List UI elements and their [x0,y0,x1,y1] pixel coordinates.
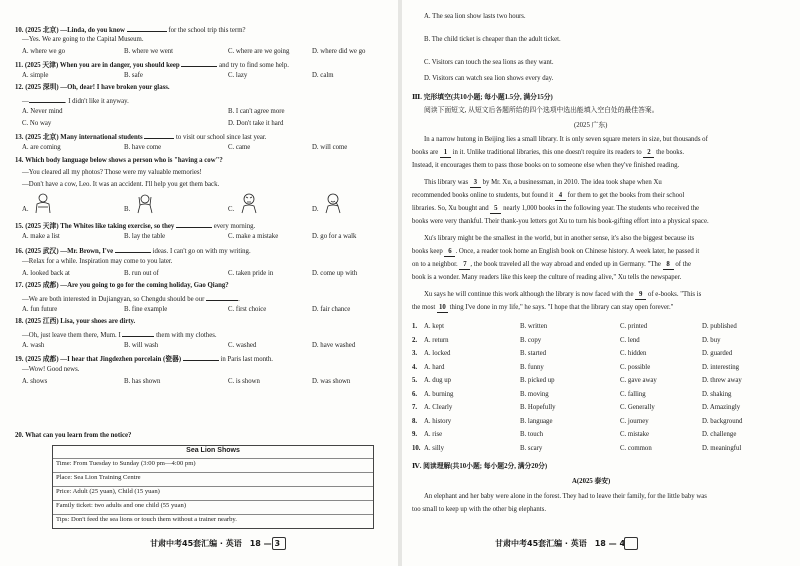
q12-option-d[interactable]: D. Don't take it hard [228,120,284,127]
cloze-option-a[interactable]: A. return [424,336,449,344]
cloze-option-a[interactable]: A. rise [424,431,443,438]
section3-intro: 阅读下面短文, 从短文后各题所给的四个选项中选出能填入空白处的最佳答案。 [424,107,659,114]
cloze-option-a[interactable]: A. history [424,417,452,425]
cloze-p4-l2: the most 10 thing I've done in my life," he says. "I hope that the library can stay open forever." [412,304,674,311]
q17-option-c[interactable]: C. first choice [228,306,267,313]
section4-source: A(2025 泰安) [572,478,611,485]
q20-option-b[interactable]: B. The child ticket is cheaper than the adult ticket. [424,36,561,43]
cloze-item-number: 1. [412,323,418,330]
q16-option-b[interactable]: B. run out of [124,270,159,277]
q12-option-c[interactable]: C. No way [22,120,52,127]
cloze-item-number: 2. [412,336,418,344]
section3-heading: Ⅲ. 完形填空(共10小题; 每小题1.5分, 满分15分) [412,94,553,101]
cloze-option-d[interactable]: D. buy [702,336,721,344]
q12-stem: 12. (2025 深圳) —Oh, dear! I have broken your glass. [15,84,170,91]
q11-stem: 11. (2025 天津) When you are in danger, you should keep and try to find some help. [15,59,289,70]
cloze-option-a[interactable]: A. locked [424,350,451,357]
left-page [0,0,398,566]
angry-person-icon [238,192,260,214]
cloze-p3-l4: book is a wonder. Many readers like this keep the culture of reading alive," Xu tells the newspaper. [412,274,682,281]
q19-option-d[interactable]: D. was shown [312,378,351,385]
cloze-option-b[interactable]: B. funny [520,363,544,371]
q14-option-b[interactable]: B. [124,206,131,213]
q14-option-c[interactable]: C. [228,206,235,213]
cloze-option-b[interactable]: B. copy [520,336,542,344]
cloze-p1-l2: books are 1 in it. Unlike traditional libraries, this one doesn't require its readers to 2 the books. [412,149,685,156]
notice-row-tips: Tips: Don't feed the sea lions or touch them without a trainer nearby. [53,514,373,524]
cloze-option-a[interactable]: A. dug up [424,377,451,384]
cloze-p2-l2: recommended books online to students, but found it 4 for them to get the books from their school [412,192,685,199]
q17-option-b[interactable]: B. fine example [124,306,168,313]
sea-lion-notice [52,445,374,529]
cloze-item-number: 10. [412,444,421,452]
cloze-option-c[interactable]: C. journey [620,417,649,425]
page-footer-left: 甘肃中考45套汇编 · 英语 18 — 3 [150,539,281,548]
q11-option-b[interactable]: B. safe [124,72,143,79]
q14-line3: —Don't have a cow, Leo. It was an accident. I'll help you get them back. [22,181,220,188]
q13-option-a[interactable]: A. are coming [22,144,61,151]
cloze-item-number: 6. [412,390,418,398]
q14-stem: 14. Which body language below shows a person who is "having a cow"? [15,157,223,164]
cloze-option-c[interactable]: C. falling [620,390,646,398]
cloze-option-d[interactable]: D. threw away [702,377,742,384]
cloze-p1-l3: Instead, it encourages them to pass those books on to someone else when they've finished reading. [412,162,680,169]
cloze-option-b[interactable]: B. moving [520,390,549,398]
q16-line2: —Relax for a while. Inspiration may come to you later. [22,258,173,265]
cloze-option-c[interactable]: C. lend [620,336,640,344]
cloze-p2-l4: books were very thankful. Their thank-you letters got Xu to turn his book-gifting effort into a physical space. [412,218,709,225]
cloze-p2-l1: This library was 3 by Mr. Xu, a businessman, in 2010. The idea took shape when Xu [424,179,662,186]
q11-option-a[interactable]: A. simple [22,72,49,79]
cloze-option-d[interactable]: D. guarded [702,350,733,357]
q10-stem: 10. (2025 北京) —Linda, do you know for the school trip this term? [15,24,246,35]
head-hold-person-icon [134,192,156,214]
q20-option-c[interactable]: C. Visitors can touch the sea lions as they want. [424,59,554,66]
thinking-person-icon [322,192,344,214]
cloze-option-d[interactable]: D. interesting [702,363,739,371]
cloze-option-c[interactable]: C. common [620,444,652,452]
q18-option-b[interactable]: B. will wash [124,342,159,349]
q20-stem: 20. What can you learn from the notice? [15,432,132,439]
q15-option-b[interactable]: B. lay the table [124,233,166,240]
cloze-p2-l3: libraries. So, Xu bought and 5 nearly 1,000 books in the following year. The students who received the [412,205,700,212]
q13-option-c[interactable]: C. came [228,144,251,151]
cloze-item-number: 4. [412,363,418,371]
cloze-p3-l2: books keep 6 . Once, a reader took home an English book on Chinese history. A week later, he passed it [412,248,700,255]
q10-option-d[interactable]: D. where did we go [312,48,366,55]
q15-option-c[interactable]: C. make a mistake [228,233,279,240]
q19-option-a[interactable]: A. shows [22,378,48,385]
cloze-option-b[interactable]: B. written [520,323,548,330]
cloze-option-d[interactable]: D. challenge [702,431,737,438]
q20-option-a[interactable]: A. The sea lion show lasts two hours. [424,13,526,20]
q12-option-a[interactable]: A. Never mind [22,108,63,115]
arms-crossed-person-icon [32,192,54,214]
q11-option-c[interactable]: C. lazy [228,72,248,79]
q18-option-c[interactable]: C. washed [228,342,257,349]
cloze-option-c[interactable]: C. possible [620,363,651,371]
cloze-option-c[interactable]: C. Generally [620,404,655,411]
q14-line2: —You cleared all my photos? Those were my valuable memories! [22,169,202,176]
q16-option-a[interactable]: A. looked back at [22,270,70,277]
passage-a-l1: An elephant and her baby were alone in the forest. They had to leave their family, for the little baby was [424,493,707,500]
q13-option-d[interactable]: D. will come [312,144,348,151]
cloze-option-c[interactable]: C. mistake [620,431,650,438]
q18-option-a[interactable]: A. wash [22,342,45,349]
q12-option-b[interactable]: B. I can't agree more [228,108,285,115]
cloze-option-b[interactable]: B. touch [520,431,544,438]
section3-source: (2025 广东) [574,122,608,129]
cloze-option-d[interactable]: D. background [702,417,743,425]
q16-option-c[interactable]: C. taken pride in [228,270,274,277]
cloze-item-number: 3. [412,350,418,357]
q11-option-d[interactable]: D. calm [312,72,334,79]
cloze-p1-l1: In a narrow hutong in Beijing lies a small library. It is only seven square meters in size, but thousands of [424,136,708,143]
q10-option-b[interactable]: B. where we went [124,48,174,55]
cloze-p3-l1: Xu's library might be the smallest in the world, but in another sense, it's also the biggest because its [424,235,695,242]
cloze-option-b[interactable]: B. Hopefully [520,404,556,411]
passage-a-l2: too small to keep up with the other big elephants. [412,506,547,513]
q10-line2: —Yes. We are going to the Capital Museum. [22,36,144,43]
q18-stem: 18. (2025 江西) Lisa, your shoes are dirty. [15,318,136,325]
cloze-p4-l1: Xu says he will continue this work although the library is now faced with the 9 of e-books. "This is [424,291,702,298]
notice-title: Sea Lion Shows [186,447,240,454]
cloze-option-d[interactable]: D. shaking [702,390,732,398]
section4-heading: Ⅳ. 阅读理解(共10小题; 每小题2分, 满分20分) [412,463,548,470]
cloze-option-a[interactable]: A. hard [424,363,445,371]
cloze-p3-l3: on to a neighbor. 7 , the book traveled all the way abroad and ended up in Germany. "The 8 of the [412,261,691,268]
q10-option-c[interactable]: C. where are we going [228,48,290,55]
cloze-option-b[interactable]: B. started [520,350,547,357]
q16-stem: 16. (2025 武汉) —Mr. Brown, I've ideas. I can't go on with my writing. [15,245,251,256]
cloze-option-c[interactable]: C. hidden [620,350,647,357]
q19-stem: 19. (2025 成都) —I hear that Jingdezhen porcelain (瓷器) in Paris last month. [15,353,273,364]
q19-option-b[interactable]: B. has shown [124,378,161,385]
cloze-option-d[interactable]: D. meaningful [702,444,742,452]
q19-option-c[interactable]: C. is shown [228,378,260,385]
cloze-item-number: 8. [412,417,418,425]
cloze-option-d[interactable]: D. Amazingly [702,404,741,411]
q19-line2: —Wow! Good news. [22,366,80,373]
q17-line2: —We are both interested in Dujiangyan, so Chengdu should be our . [22,293,240,304]
notice-row-time: Time: From Tuesday to Sunday (3:00 pm—4:00 pm) [53,458,373,468]
q15-option-d[interactable]: D. go for a walk [312,233,357,240]
notice-row-family: Family ticket: two adults and one child (55 yuan) [53,500,373,510]
q15-option-a[interactable]: A. make a list [22,233,60,240]
q16-option-d[interactable]: D. come up with [312,270,358,277]
cloze-option-d[interactable]: D. published [702,323,737,330]
q14-option-a[interactable]: A. [22,206,29,213]
q12-line2: — . I didn't like it anyway. [22,95,129,106]
cloze-item-number: 5. [412,377,418,384]
q18-line2: —Oh, just leave them there, Mum. I them with my clothes. [22,329,217,340]
cloze-option-b[interactable]: B. scary [520,444,543,452]
cloze-item-number: 9. [412,431,418,438]
logo-icon [272,537,286,550]
cloze-option-a[interactable]: A. silly [424,444,445,452]
q15-stem: 15. (2025 天津) The Whites like taking exercise, so they every morning. [15,220,255,231]
right-page [402,0,800,566]
cloze-option-c[interactable]: C. gave away [620,377,657,384]
q17-option-d[interactable]: D. fair chance [312,306,351,313]
q17-stem: 17. (2025 成都) —Are you going to go for the coming holiday, Gao Qiang? [15,282,229,289]
q17-option-a[interactable]: A. fun future [22,306,58,313]
q20-option-d[interactable]: D. Visitors can watch sea lion shows every day. [424,75,554,82]
cloze-option-b[interactable]: B. language [520,417,553,425]
cloze-option-a[interactable]: A. burning [424,390,454,398]
cloze-option-a[interactable]: A. kept [424,323,445,330]
logo-icon [624,537,638,550]
notice-row-place: Place: Sea Lion Training Centre [53,472,373,482]
cloze-option-c[interactable]: C. printed [620,323,648,330]
notice-row-price: Price: Adult (25 yuan), Child (15 yuan) [53,486,373,496]
cloze-option-b[interactable]: B. picked up [520,377,555,384]
q18-option-d[interactable]: D. have washed [312,342,356,349]
page-footer-right: 甘肃中考45套汇编 · 英语 18 — 4 [495,539,626,548]
q10-option-a[interactable]: A. where we go [22,48,66,55]
q13-stem: 13. (2025 北京) Many international students to visit our school since last year. [15,131,266,142]
q13-option-b[interactable]: B. have come [124,144,162,151]
q14-option-d[interactable]: D. [312,206,319,213]
cloze-item-number: 7. [412,404,418,411]
cloze-option-a[interactable]: A. Clearly [424,404,453,411]
